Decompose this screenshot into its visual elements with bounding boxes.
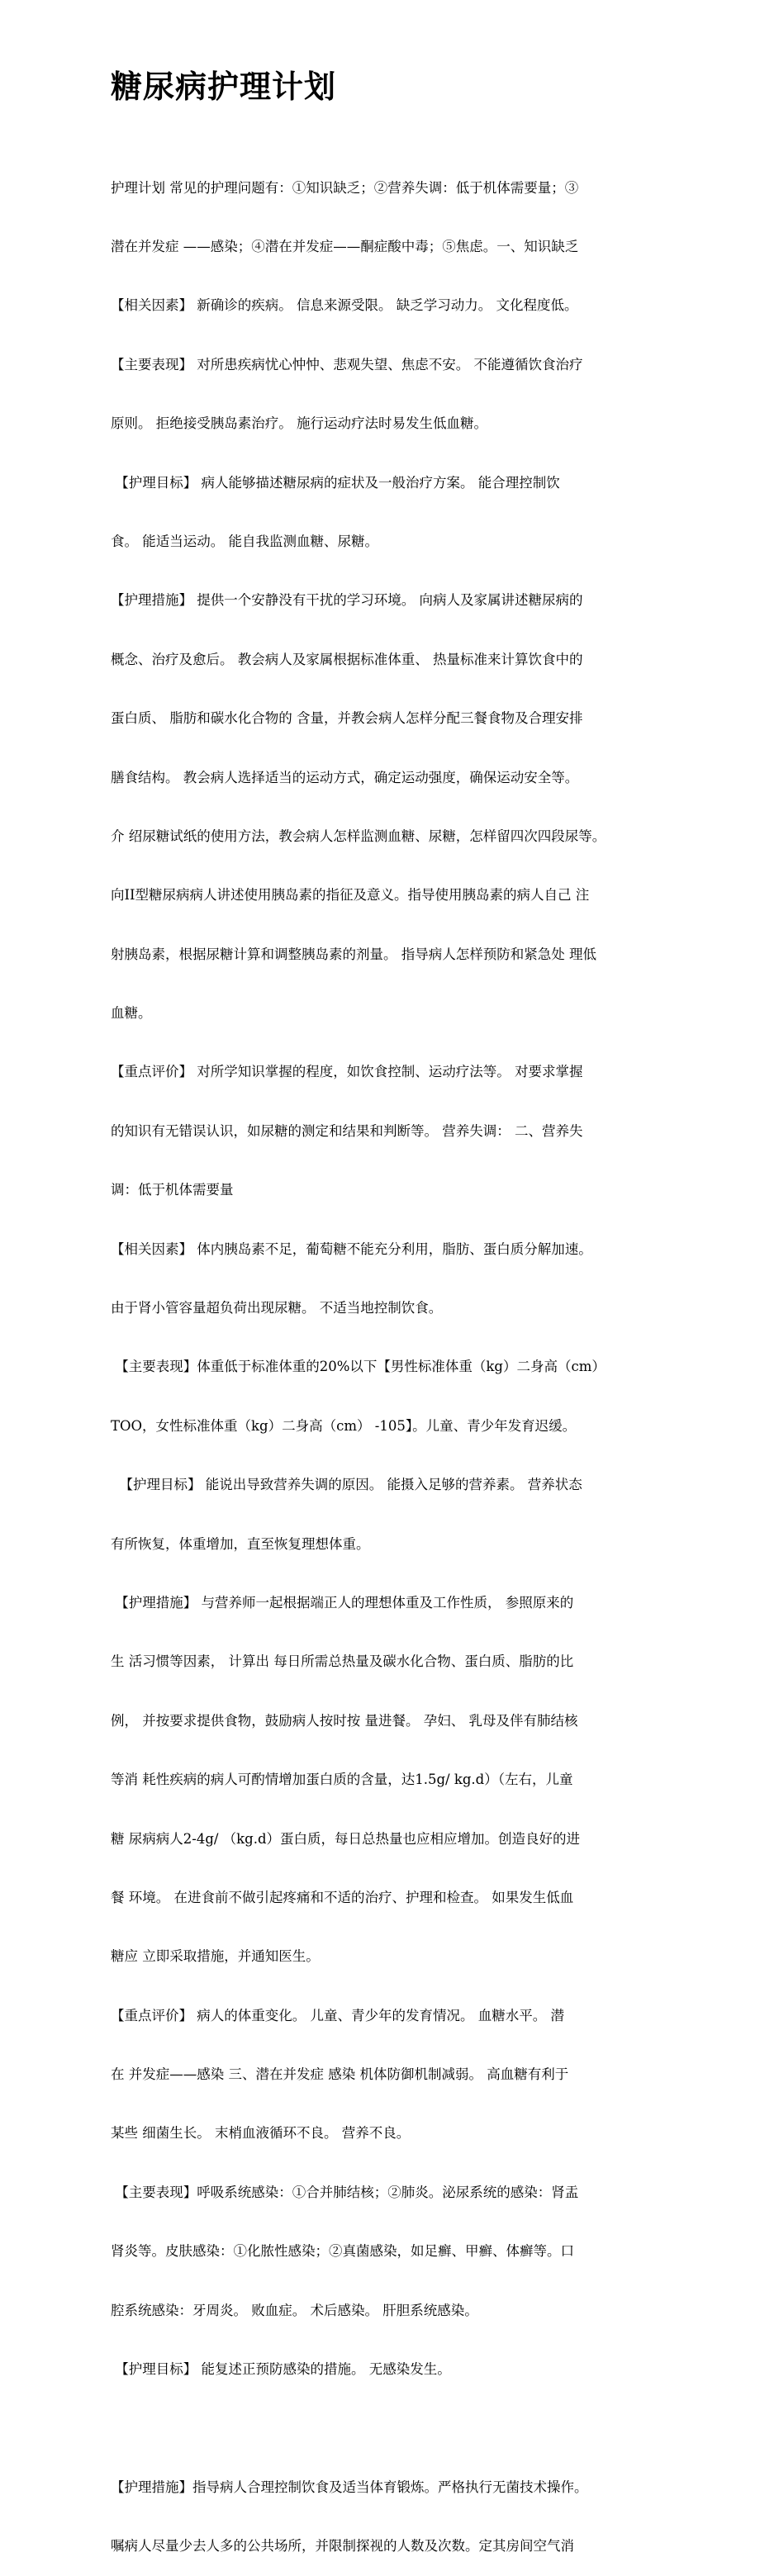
text-line: 嘱病人尽量少去人多的公共场所，并限制探视的人数及次数。定其房间空气消 bbox=[111, 2538, 574, 2555]
text-line: 【重点评价】 病人的体重变化。 儿童、青少年的发育情况。 血糖水平。 潜 bbox=[111, 2007, 564, 2023]
text-line: 【相关因素】 新确诊的疾病。 信息来源受限。 缺乏学习动力。 文化程度低。 bbox=[111, 297, 578, 314]
text-line: 餐 环境。 在进食前不做引起疼痛和不适的治疗、护理和检查。 如果发生低血 bbox=[111, 1889, 574, 1905]
text-line: 食。 能适当运动。 能自我监测血糖、尿糖。 bbox=[111, 533, 378, 549]
text-line: 介 绍尿糖试纸的使用方法，教会病人怎样监测血糖、尿糖，怎样留四次四段尿等。 bbox=[111, 828, 606, 844]
text-line: 【护理措施】指导病人合理控制饮食及适当体育锻炼。严格执行无菌技术操作。 bbox=[111, 2479, 588, 2495]
text-line: 【主要表现】 对所患疾病忧心忡忡、悲观失望、焦虑不安。 不能遵循饮食治疗 bbox=[111, 356, 583, 372]
document-title: 糖尿病护理计划 bbox=[111, 68, 337, 105]
text-line: 射胰岛素，根据尿糖计算和调整胰岛素的剂量。 指导病人怎样预防和紧急处 理低 bbox=[111, 946, 596, 962]
text-line: 【重点评价】 对所学知识掌握的程度，如饮食控制、运动疗法等。 对要求掌握 bbox=[111, 1064, 583, 1080]
text-line: 护理计划 常见的护理问题有：①知识缺乏；②营养失调：低于机体需要量；③ bbox=[111, 179, 579, 196]
text-line: 糖应 立即采取措施，并通知医生。 bbox=[111, 1948, 320, 1965]
text-line: 概念、治疗及愈后。 教会病人及家属根据标准体重、 热量标准来计算饮食中的 bbox=[111, 651, 583, 667]
text-line: 【主要表现】呼吸系统感染：①合并肺结核；②肺炎。泌尿系统的感染：肾盂 bbox=[111, 2184, 579, 2200]
text-line: 由于肾小管容量超负荷出现尿糖。 不适当地控制饮食。 bbox=[111, 1300, 443, 1316]
text-line: 等消 耗性疾病的病人可酌情增加蛋白质的含量，达1.5g/ kg.d）（左右，儿童 bbox=[111, 1772, 573, 1788]
text-line: TOO，女性标准体重（kg）二身高（cm） -105】。儿童、青少年发育迟缓。 bbox=[111, 1417, 577, 1434]
text-line: 【护理目标】 能说出导致营养失调的原因。 能摄入足够的营养素。 营养状态 bbox=[111, 1477, 582, 1493]
text-line: 膳食结构。 教会病人选择适当的运动方式，确定运动强度，确保运动安全等。 bbox=[111, 769, 579, 785]
text-line: 的知识有无错误认识，如尿糖的测定和结果和判断等。 营养失调： 二、营养失 bbox=[111, 1122, 583, 1139]
text-line: 【护理目标】 病人能够描述糖尿病的症状及一般治疗方案。 能合理控制饮 bbox=[111, 474, 560, 491]
text-line: 糖 尿病病人2-4g/ （kg.d）蛋白质，每日总热量也应相应增加。创造良好的进 bbox=[111, 1830, 581, 1847]
text-line: 在 并发症——感染 三、潜在并发症 感染 机体防御机制减弱。 高血糖有利于 bbox=[111, 2066, 569, 2083]
text-line: 肾炎等。皮肤感染：①化脓性感染；②真菌感染，如足癣、甲癣、体癣等。口 bbox=[111, 2243, 574, 2260]
text-line: 某些 细菌生长。 末梢血液循环不良。 营养不良。 bbox=[111, 2125, 411, 2142]
text-line: 【主要表现】体重低于标准体重的20%以下【男性标准体重（kg）二身高（cm） bbox=[111, 1359, 606, 1375]
text-line: 例， 并按要求提供食物，鼓励病人按时按 量进餐。 孕妇、 乳母及伴有肺结核 bbox=[111, 1712, 578, 1729]
text-line: 有所恢复，体重增加，直至恢复理想体重。 bbox=[111, 1535, 370, 1552]
text-line: 向II型糖尿病病人讲述使用胰岛素的指征及意义。指导使用胰岛素的病人自己 注 bbox=[111, 887, 590, 904]
text-line: 生 活习惯等因素， 计算出 每日所需总热量及碳水化合物、蛋白质、脂肪的比 bbox=[111, 1653, 574, 1670]
text-line: 【相关因素】 体内胰岛素不足，葡萄糖不能充分利用，脂肪、蛋白质分解加速。 bbox=[111, 1241, 592, 1257]
document-body bbox=[111, 139, 672, 2576]
text-line: 蛋白质、 脂肪和碳水化合物的 含量，并教会病人怎样分配三餐食物及合理安排 bbox=[111, 710, 583, 727]
text-line: 【护理措施】 提供一个安静没有干扰的学习环境。 向病人及家属讲述糖尿病的 bbox=[111, 592, 583, 609]
text-line: 腔系统感染：牙周炎。 败血症。 术后感染。 肝胆系统感染。 bbox=[111, 2302, 478, 2318]
text-line: 原则。 拒绝接受胰岛素治疗。 施行运动疗法时易发生低血糖。 bbox=[111, 415, 487, 432]
text-line: 【护理目标】 能复述正预防感染的措施。 无感染发生。 bbox=[111, 2361, 451, 2378]
text-line: 【护理措施】 与营养师一起根据端正人的理想体重及工作性质， 参照原来的 bbox=[111, 1594, 574, 1611]
text-line: 潜在并发症 ——感染；④潜在并发症——酮症酸中毒；⑤焦虑。一、知识缺乏 bbox=[111, 238, 579, 254]
text-line: 调：低于机体需要量 bbox=[111, 1182, 234, 1198]
text-line: 血糖。 bbox=[111, 1005, 152, 1022]
blank-line bbox=[111, 2418, 672, 2438]
